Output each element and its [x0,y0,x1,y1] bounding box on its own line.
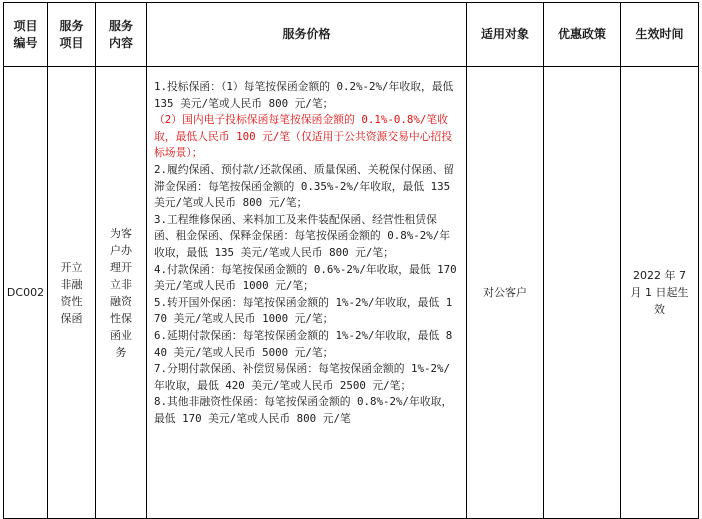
header-row [4,3,699,67]
header-content-line-2: 内容 [108,35,133,50]
cell-code: DC002 [4,67,48,519]
price-line-4: 3.工程维修保函、来料加工及来件装配保函、经营性租赁保函、租金保函、保释金保函：每笔按保函金额的 0.8%-2%/年收取，最低 135 美元/笔或人民币 800 元/笔； [154,212,451,259]
header-code-line-1: 项目 [13,18,38,33]
header-item [48,3,96,67]
header-content [96,3,147,67]
header-item-line-1: 服务 [59,18,84,33]
price-line-2: （2）国内电子投标保函每笔按保函金额的 0.1%-0.8%/笔收取，最低人民币 100 元/笔（仅适用于公共资源交易中心招投标场景）； [154,113,453,160]
header-date: 生效时间 [621,3,699,67]
header-policy: 优惠政策 [544,3,621,67]
price-line-6: 5.转开国外保函：每笔按保函金额的 1%-2%/年收取，最低 170 美元/笔或人民币 1000 元/笔； [154,295,453,326]
price-line-3: 2.履约保函、预付款/还款保函、质量保函、关税保付保函、留滞金保函：每笔按保函金额的 0.35%-2%/年收取，最低 135 美元/笔或人民币 800 元/笔； [154,162,457,210]
cell-content [96,67,147,519]
cell-item-text: 开立非融资性保函 [60,260,83,325]
cell-price [147,67,467,519]
cell-content-text: 为客户办理开立非融资性保函业务 [110,226,132,359]
table-row [4,67,699,519]
cell-date-text: 2022 年 7 月 1 日起生效 [630,269,689,316]
header-content-line-1: 服务 [108,18,133,33]
header-price: 服务价格 [147,3,467,67]
header-item-line-2: 项目 [59,35,84,50]
fee-table [3,2,699,519]
cell-item [48,67,96,519]
cell-policy [544,67,621,519]
price-line-5: 4.付款保函：每笔按保函金额的 0.6%-2%/年收取，最低 170 美元/笔或人民币 1000 元/笔； [154,262,464,293]
header-code-line-2: 编号 [13,35,38,50]
cell-target: 对公客户 [467,67,544,519]
price-line-9: 8.其他非融资性保函：每笔按保函金额的 0.8%-2%/年收取，最低 170 美元/笔或人民币 800 元/笔 [154,395,453,425]
cell-date [621,67,699,519]
header-target: 适用对象 [467,3,544,67]
price-list [154,79,464,427]
price-line-7: 6.延期付款保函：每笔按保函金额的 1%-2%/年收取，最低 840 美元/笔或人民币 5000 元/笔； [154,328,453,359]
price-line-1: 1.投标保函：（1）每笔按保函金额的 0.2%-2%/年收取，最低 135 美元/笔或人民币 800 元/笔； [154,80,460,110]
price-line-8: 7.分期付款保函、补偿贸易保函：每笔按保函金额的 1%-2%/年收取，最低 420 美元/笔或人民币 2500 元/笔； [154,362,451,392]
header-code [4,3,48,67]
